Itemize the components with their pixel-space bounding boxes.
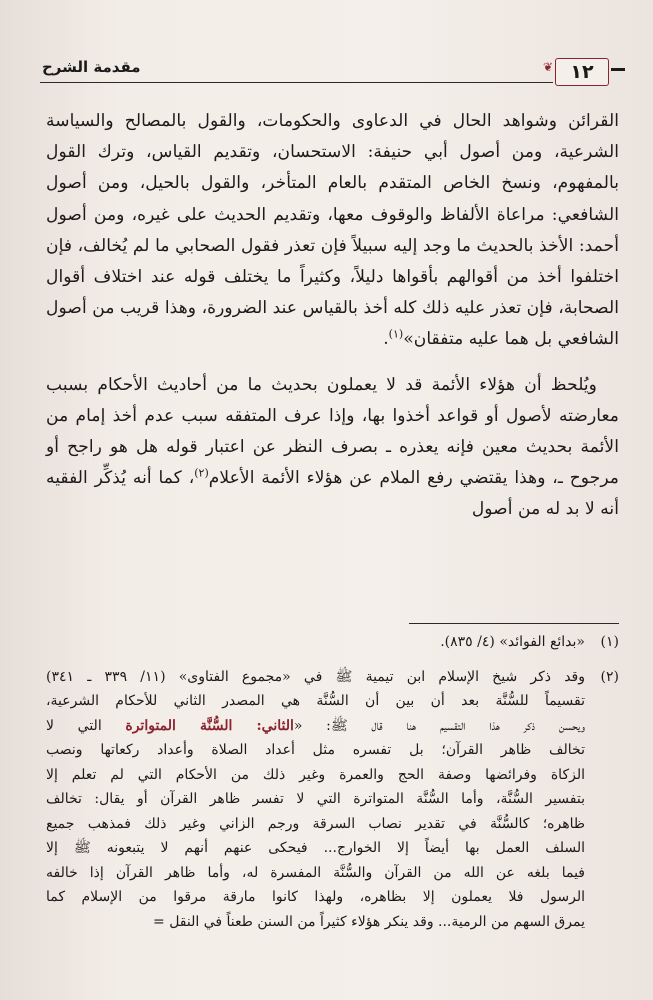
footnote-line: يمرق السهم من الرمية... وقد ينكر هؤلاء كثيراً من السنن طعناً في النقل = bbox=[153, 913, 585, 930]
page-number: ١٢ bbox=[570, 61, 594, 83]
footnote bbox=[46, 665, 619, 935]
paragraph bbox=[46, 370, 619, 526]
footnote bbox=[46, 630, 619, 655]
footnote-reference: (٢) bbox=[194, 466, 209, 480]
header-ornament-dash bbox=[611, 68, 625, 71]
main-text bbox=[46, 106, 619, 526]
page-header bbox=[40, 56, 623, 88]
paragraph-text: القرائن وشواهد الحال في الدعاوى والحكومات، والقول بالمصالح والسياسة الشرعية، ومن أصول أبي حنيفة: الاستحسان، وتقديم القياس، وترك القول بالمفهوم، ونسخ الخاص المتقدم بالعام المتأخر، والقول بالحيل، ومن أصول الشافعي: مراعاة الألفاظ والوقوف معها، وتقديم الحديث على غيره، ومن أصول أحمد: الأخذ بالحديث ما وجد إليه سبيلاً فإن تعذر فقول الصحابي ما لم يُخالف، فإن اختلفوا أخذ من أقوالهم بأقواها دليلاً، وكثيراً ما يختلف قوله عند اختلاف أقوال الصحابة، فإن تعذر عليه ذلك كله أخذ بالقياس عند الضرورة، وهذا قريب من أصول الشافعي بل هما عليه متفقان» bbox=[46, 111, 619, 350]
footnote-number: (٢) bbox=[600, 668, 619, 685]
footnote-line: تخالف ظاهر القرآن؛ بل تفسره مثل أعداد الصلاة وأعداد ركعاتها ونصب bbox=[46, 742, 585, 758]
chapter-title: مقدمة الشرح bbox=[42, 58, 141, 76]
footnote-line: الرسول فلا يعملون إلا بظاهره، ولهذا كانوا مارقة مرقوا من الإسلام كما bbox=[46, 889, 585, 905]
header-rule bbox=[40, 82, 553, 83]
footnote-line: بتفسير السُّنَّة، وأما السُّنَّة المتواترة التي لا تفسر ظاهر القرآن أو يقال: تخالف bbox=[46, 791, 585, 807]
paragraph-end: . bbox=[383, 329, 389, 350]
header-flourish-icon: ❦ bbox=[542, 60, 553, 74]
footnote-line: السلف العمل بها أيضاً إلا الخوارج... فيحكى عنهم أنهم لا يتبعونه ﷺ إلا bbox=[46, 840, 585, 856]
footnote-accent-phrase: الثاني: السُّنَّة المتواترة bbox=[125, 717, 294, 734]
paragraph bbox=[46, 106, 619, 356]
footnote-body bbox=[46, 665, 585, 935]
footnote-line: ظاهره؛ كالسُّنَّة في تقدير نصاب السرقة ورجم الزاني وغير ذلك فمذهب جميع bbox=[46, 815, 585, 832]
footnote-line-with-accent: ويحسن ذكر هذا التقسيم هنا قال ﷺ: «الثاني: السُّنَّة المتواترة التي لا bbox=[46, 717, 585, 734]
footnote-reference: (١) bbox=[388, 327, 404, 341]
paragraph-text: ويُلحظ أن هؤلاء الأئمة قد لا يعملون بحديث ما من أحاديث الأحكام بسبب معارضته لأصول أو قواعد أخذوا بها، وإذا عرف المتفقه سبب عدم أخذ إمام من الأئمة بحديث معين فإنه يعذره ـ بصرف النظر عن اعتبار قوله هل هو راجح أو مرجوح ـ، وهذا يقتضي رفع الملام عن هؤلاء الأئمة الأعلام bbox=[46, 374, 620, 489]
footnote-body bbox=[46, 630, 585, 655]
footnote-line: فيما بلغه عن الله من القرآن والسُّنَّة المفسرة له، وأما ظاهر القرآن إذا خالفه bbox=[46, 864, 585, 881]
paragraph-text-continued: ، كما أنه يُذكِّر الفقيه أنه لا بد له من أصول bbox=[46, 468, 619, 520]
page-number-frame bbox=[555, 58, 609, 86]
footnote-line: الزكاة وفرائضها وصفة الحج والعمرة وغير ذلك من الأحكام التي لم تعلم إلا bbox=[46, 766, 585, 783]
footnotes bbox=[46, 630, 619, 934]
footnote-separator bbox=[409, 623, 619, 624]
footnote-number: (١) bbox=[600, 634, 619, 650]
footnote-line: تقسيماً للسُّنَّة بعد أن بين أن السُّنَّة هي المصدر الثاني للأحكام الشرعية، bbox=[46, 693, 585, 709]
footnote-line: وقد ذكر شيخ الإسلام ابن تيمية ﷺ في «مجموع الفتاوى» (١١/ ٣٣٩ ـ ٣٤١) bbox=[46, 668, 585, 685]
footnote-line: «بدائع الفوائد» (٤/ ٨٣٥). bbox=[440, 634, 585, 650]
